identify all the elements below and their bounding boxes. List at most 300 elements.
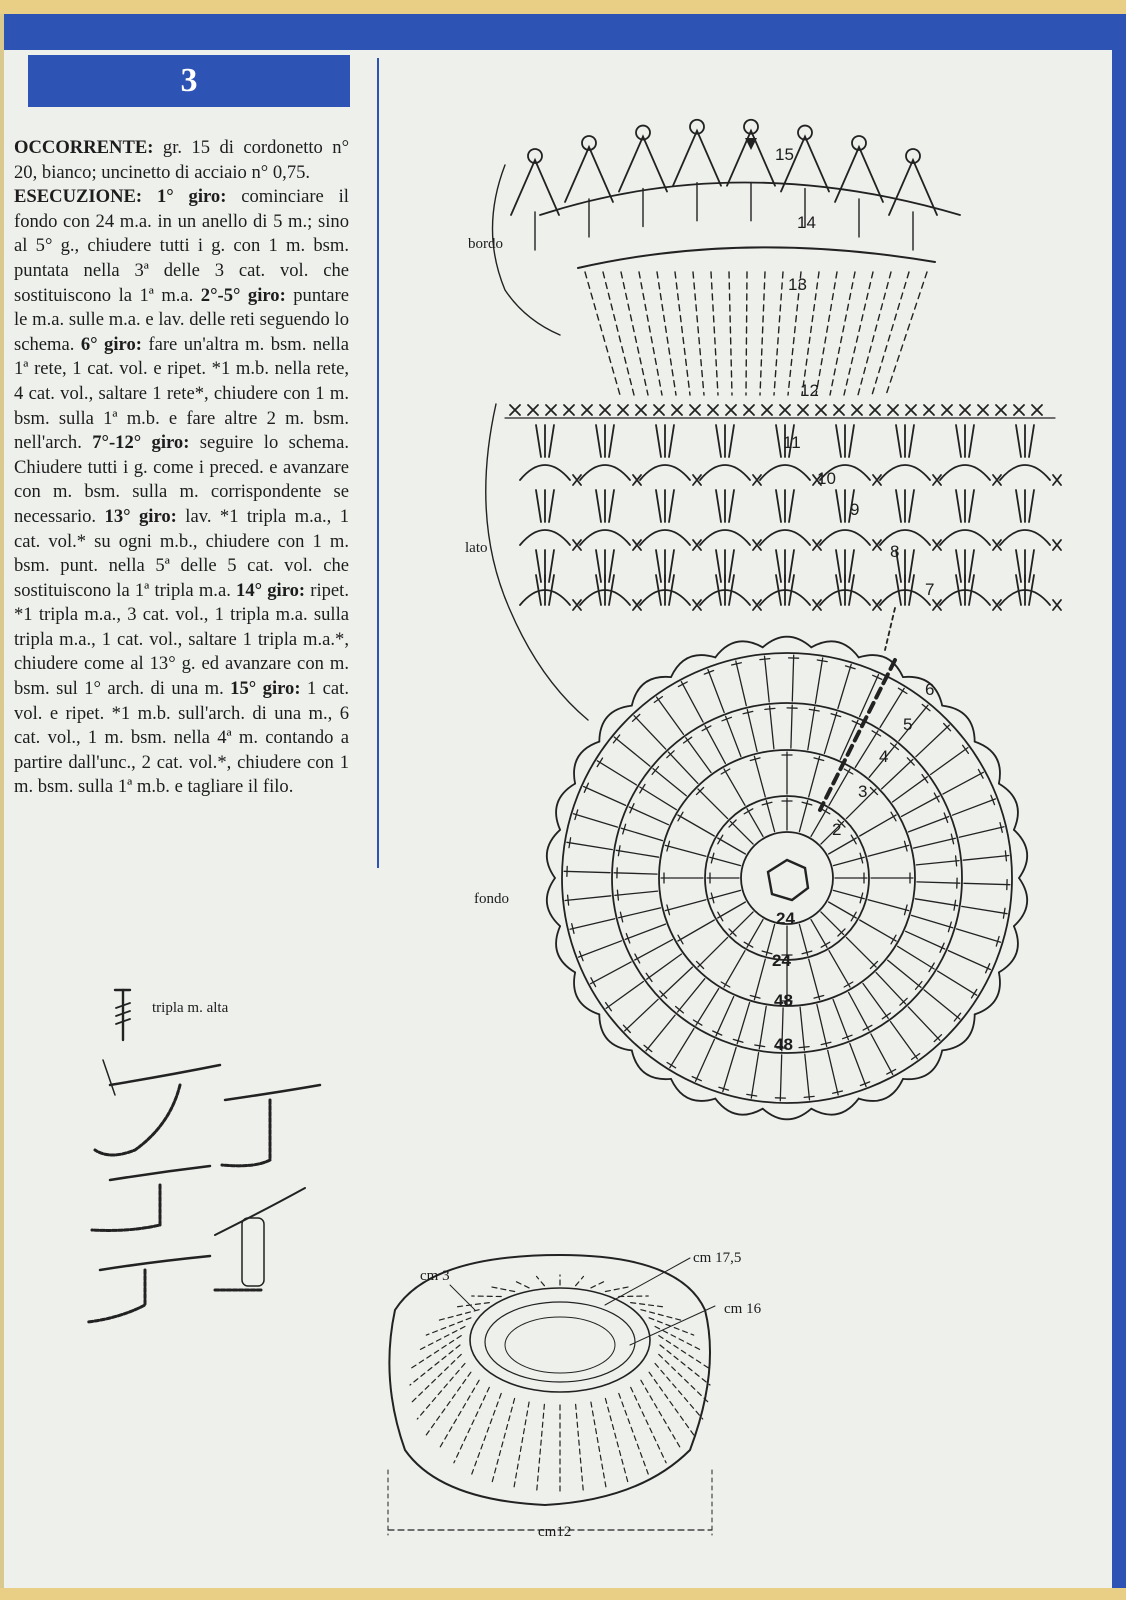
fondo-stitch-top bbox=[954, 1013, 960, 1021]
fondo-stitch-top bbox=[863, 1025, 872, 1030]
fondo-stitch-ray bbox=[670, 1029, 694, 1068]
lato-double-crochet bbox=[656, 490, 661, 522]
fondo-stitch-ray bbox=[678, 979, 705, 1012]
fondo-stitch-ray bbox=[953, 799, 996, 815]
fondo-stitch-top bbox=[667, 1063, 676, 1068]
fondo-stitch-ray bbox=[747, 809, 763, 837]
fondo-stitch-ray bbox=[912, 915, 953, 927]
fondo-stitch-top bbox=[882, 1013, 890, 1019]
lato-double-crochet bbox=[549, 490, 554, 522]
fondo-stitch-top bbox=[678, 812, 683, 821]
fondo-stitch-top bbox=[678, 682, 687, 687]
fondo-stitch-ray bbox=[805, 1054, 810, 1100]
fondo-stitch-ray bbox=[754, 756, 765, 797]
fondo-scallop bbox=[1014, 878, 1027, 926]
fondo-stitch-top bbox=[744, 809, 753, 814]
fondo-stitch-ray bbox=[708, 670, 724, 713]
lato-chain-arch bbox=[880, 530, 930, 545]
fondo-stitch-ray bbox=[799, 924, 807, 955]
fondo-stitch-top bbox=[844, 769, 853, 774]
fondo-scallop bbox=[999, 784, 1018, 830]
fondo-stitch-ray bbox=[792, 655, 793, 701]
fondo-stitch-top bbox=[891, 812, 896, 821]
fondo-stitch-top bbox=[617, 890, 618, 900]
lato-double-crochet bbox=[716, 425, 721, 457]
lato-double-crochet bbox=[969, 490, 974, 522]
round-14-text: ripet. *1 tripla m.a., 3 cat. vol., 1 tripla m.a. sulla tripla m.a., 1 cat. vol., saltare 1 tripla m.a.*, chiudere come al 13° g. ed avanzare con m. bsm. sul 1° arch. di una m. bbox=[14, 579, 349, 700]
fondo-stitch-ray bbox=[860, 920, 896, 941]
occorrente-label: OCCORRENTE: bbox=[14, 137, 154, 158]
bordo-ray bbox=[844, 272, 873, 395]
fondo-stitch-ray bbox=[893, 777, 928, 802]
fondo-stitch-ray bbox=[665, 900, 706, 911]
lato-single-crochet bbox=[942, 405, 952, 415]
fondo-stitch-ray bbox=[565, 896, 611, 901]
fondo-scallop bbox=[599, 706, 632, 742]
lato-single-crochet bbox=[564, 405, 574, 415]
fondo-stitch-ray bbox=[880, 688, 904, 727]
esecuzione-label: ESECUZIONE: bbox=[14, 186, 143, 208]
fondo-stitch-ray bbox=[751, 1053, 758, 1098]
fondo-stitch-ray bbox=[828, 1050, 839, 1095]
basket-stitch-tick bbox=[439, 1310, 480, 1321]
fondo-center-ring bbox=[768, 860, 808, 900]
lato-bracket bbox=[486, 404, 588, 720]
fondo-stitch-ray bbox=[846, 937, 876, 967]
basket-stitch-tick bbox=[619, 1296, 648, 1297]
fondo-stitch-ray bbox=[917, 882, 960, 883]
round-2-label: 2°-5° giro: bbox=[193, 284, 286, 306]
bordo-picot-line bbox=[565, 147, 613, 202]
fondo-stitch-top bbox=[618, 846, 620, 856]
lato-chain-arch bbox=[1000, 465, 1050, 480]
lato-double-crochet bbox=[549, 425, 554, 457]
lato-double-crochet bbox=[1016, 490, 1021, 522]
fondo-stitch-ray bbox=[821, 912, 844, 935]
fondo-stitch-ray bbox=[829, 951, 850, 987]
fondo-stitch-top bbox=[693, 1020, 702, 1025]
bordo-ray bbox=[774, 272, 783, 395]
fondo-stitch-top bbox=[702, 726, 711, 731]
lato-double-crochet bbox=[1029, 425, 1034, 457]
fondo-stitch-ray bbox=[871, 1034, 893, 1075]
bordo-ray bbox=[760, 272, 765, 395]
fondo-stitch-top bbox=[891, 743, 899, 749]
fondo-stitch-ray bbox=[888, 960, 921, 987]
fondo-scallop bbox=[903, 677, 942, 706]
lato-double-crochet bbox=[896, 425, 901, 457]
lato-double-crochet bbox=[729, 425, 734, 457]
round-number-13: 13 bbox=[788, 275, 807, 294]
round-number-4: 4 bbox=[879, 747, 889, 766]
fondo-stitch-top bbox=[954, 900, 956, 910]
fondo-stitch-top bbox=[644, 1045, 652, 1051]
round-number-7: 7 bbox=[925, 580, 935, 599]
lato-single-crochet bbox=[1032, 405, 1042, 415]
fondo-stitch-ray bbox=[924, 990, 960, 1019]
lato-single-crochet bbox=[906, 405, 916, 415]
lato-single-crochet bbox=[816, 405, 826, 415]
lato-double-crochet bbox=[969, 425, 974, 457]
bordo-ray bbox=[711, 272, 718, 395]
legend-symbol bbox=[115, 990, 130, 1040]
lato-double-crochet bbox=[729, 490, 734, 522]
fondo-stitch-ray bbox=[678, 815, 714, 836]
fondo-stitch-ray bbox=[621, 828, 662, 840]
lato-chain-arch bbox=[940, 530, 990, 545]
lato-single-crochet bbox=[672, 405, 682, 415]
fondo-stitch-top bbox=[817, 660, 827, 662]
lato-double-crochet bbox=[1029, 490, 1034, 522]
lato-single-crochet bbox=[690, 405, 700, 415]
basket-stitch-tick bbox=[641, 1310, 682, 1321]
fondo-stitch-ray bbox=[908, 1007, 940, 1040]
pattern-number: 3 bbox=[28, 55, 350, 107]
fondo-stitch-ray bbox=[829, 902, 857, 918]
fondo-stitch-ray bbox=[770, 706, 774, 749]
fondo-stitch-ray bbox=[606, 982, 643, 1009]
dim-base-width: cm12 bbox=[538, 1524, 572, 1540]
fondo-stitch-ray bbox=[811, 809, 827, 837]
fondo-stitch-top bbox=[821, 809, 830, 814]
fondo-stitch-ray bbox=[597, 761, 636, 785]
fondo-stitch-ray bbox=[698, 937, 728, 967]
fondo-stitch-top bbox=[956, 856, 957, 866]
fondo-stitch-ray bbox=[619, 908, 661, 918]
fondo-stitch-ray bbox=[686, 738, 711, 773]
round-number-12: 12 bbox=[800, 381, 819, 400]
bordo-ray bbox=[886, 272, 927, 395]
fondo-stitch-ray bbox=[634, 716, 666, 749]
bordo-ray bbox=[830, 272, 855, 395]
lato-double-crochet bbox=[909, 490, 914, 522]
dim-top-diameter: cm 17,5 bbox=[693, 1250, 742, 1266]
bordo-ray bbox=[585, 272, 620, 395]
fondo-scallop bbox=[547, 878, 560, 926]
lato-single-crochet bbox=[834, 405, 844, 415]
fondo-stitch-ray bbox=[584, 787, 626, 806]
fondo-stitch-ray bbox=[646, 1015, 675, 1051]
fondo-stitch-ray bbox=[898, 946, 935, 969]
fondo-stitch-top bbox=[916, 982, 922, 990]
fondo-stitch-top bbox=[922, 704, 930, 710]
fondo-stitch-ray bbox=[629, 807, 668, 825]
basket-stitch-tick bbox=[619, 1394, 648, 1475]
basket-stitch-tick bbox=[514, 1402, 530, 1490]
fondo-stitch-ray bbox=[668, 752, 698, 783]
fondo-stitch-ray bbox=[681, 682, 703, 723]
round-13-label: 13° giro: bbox=[96, 505, 177, 527]
basket-stitch-tick bbox=[492, 1287, 515, 1292]
fondo-stitch-ray bbox=[863, 984, 888, 1019]
lato-double-crochet bbox=[609, 490, 614, 522]
lato-double-crochet bbox=[776, 425, 781, 457]
fondo-stitch-ray bbox=[716, 997, 734, 1036]
fondo-scallop bbox=[632, 677, 671, 706]
basket-stitch-tick bbox=[576, 1276, 584, 1285]
fondo-stitch-ray bbox=[665, 845, 706, 856]
fondo-stitch-ray bbox=[964, 883, 1010, 884]
lato-single-crochet bbox=[870, 405, 880, 415]
lato-section bbox=[486, 404, 1061, 720]
fondo-stitch-ray bbox=[833, 1000, 848, 1040]
fondo-stitch-ray bbox=[808, 707, 815, 750]
lato-single-crochet bbox=[996, 405, 1006, 415]
fondo-stitch-ray bbox=[914, 838, 956, 848]
round-number-8: 8 bbox=[890, 542, 900, 561]
lato-double-crochet bbox=[956, 425, 961, 457]
fondo-stitch-ray bbox=[705, 726, 725, 764]
fondo-stitch-ray bbox=[754, 959, 765, 1000]
occorrente-text: gr. 15 di cordonetto n° 20, bianco; uncinetto di acciaio n° 0,75. bbox=[14, 137, 349, 183]
fondo-stitch-top bbox=[912, 1054, 920, 1060]
fondo-stitch-ray bbox=[567, 842, 612, 849]
fondo-stitch-ray bbox=[817, 1005, 827, 1047]
basket-stitch-tick bbox=[631, 1387, 666, 1462]
lato-double-crochet bbox=[896, 490, 901, 522]
fondo-stitch-ray bbox=[916, 725, 949, 757]
basket-stitch-tick bbox=[537, 1404, 545, 1493]
bordo-picot-line bbox=[835, 147, 883, 202]
dim-height: cm 3 bbox=[420, 1268, 450, 1284]
basket-stitch-tick bbox=[472, 1296, 501, 1297]
fondo-stitch-top bbox=[963, 745, 969, 753]
fondo-stitch-ray bbox=[829, 838, 857, 854]
basket-stitch-tick bbox=[591, 1280, 607, 1288]
fondo-stitch-ray bbox=[916, 861, 959, 865]
dim-inner-diameter: cm 16 bbox=[724, 1301, 762, 1317]
fondo-stitch-top bbox=[652, 767, 658, 775]
bordo-ray bbox=[746, 272, 747, 395]
fondo-stitch-ray bbox=[570, 919, 615, 930]
fondo-stitch-top bbox=[606, 1003, 612, 1011]
lato-single-crochet bbox=[762, 405, 772, 415]
stitch-illustrations bbox=[88, 1060, 320, 1322]
lato-single-crochet bbox=[600, 405, 610, 415]
fondo-stitch-top bbox=[898, 688, 907, 693]
fondo-stitch-top bbox=[809, 709, 819, 711]
lato-single-crochet bbox=[960, 405, 970, 415]
bordo-ray bbox=[657, 272, 676, 395]
basket-stitch-tick bbox=[412, 1354, 461, 1402]
fondo-stitch-ray bbox=[564, 871, 610, 872]
lato-single-crochet bbox=[1014, 405, 1024, 415]
fondo-stitch-ray bbox=[747, 710, 757, 752]
round-14-label: 14° giro: bbox=[230, 579, 306, 601]
label-fondo: fondo bbox=[474, 891, 509, 907]
fondo-stitch-ray bbox=[938, 971, 977, 995]
fondo-scallop bbox=[556, 926, 575, 972]
fondo-stitch-ray bbox=[959, 827, 1004, 838]
fondo-stitch-top bbox=[934, 793, 939, 802]
label-lato: lato bbox=[465, 540, 488, 556]
fondo-stitch-ray bbox=[614, 737, 650, 766]
fondo-stitch-ray bbox=[640, 787, 677, 810]
fondo-stitch-top bbox=[760, 659, 770, 660]
bordo-picot-line bbox=[511, 160, 559, 215]
fondo-stitch-top bbox=[613, 735, 619, 743]
bordo-picot-line bbox=[619, 137, 667, 192]
lato-double-crochet bbox=[669, 490, 674, 522]
fondo-stitch-top bbox=[721, 769, 730, 774]
lato-chain-arch bbox=[700, 465, 750, 480]
fondo-stitch-ray bbox=[891, 1022, 918, 1059]
fondo-stitch-ray bbox=[698, 789, 728, 819]
fondo-stitch-ray bbox=[957, 929, 1001, 942]
fondo-stitch-ray bbox=[909, 817, 949, 832]
lato-cross bbox=[1053, 540, 1061, 550]
fondo-stitch-ray bbox=[710, 857, 741, 865]
fondo-stitch-ray bbox=[625, 924, 665, 939]
lato-single-crochet bbox=[744, 405, 754, 415]
fondo-stitch-ray bbox=[723, 1048, 736, 1092]
fondo-stitch-top bbox=[972, 989, 977, 998]
fondo-stitch-ray bbox=[931, 748, 968, 775]
fondo-scallop bbox=[942, 1014, 975, 1050]
label-bordo: bordo bbox=[468, 236, 503, 252]
lato-double-crochet bbox=[849, 425, 854, 457]
round-7-text: seguire lo schema. Chiudere tutti i g. come i preced. e avanzare con m. bsm. sulla m. corrispondente se necessario. bbox=[14, 432, 349, 527]
fondo-stitch-top bbox=[597, 758, 602, 767]
fondo-stitch-top bbox=[646, 973, 652, 981]
fondo-stitch-top bbox=[799, 1047, 809, 1048]
fondo-scallop bbox=[942, 706, 975, 742]
fondo-stitch-ray bbox=[710, 890, 741, 898]
round-1-label: 1° giro: bbox=[142, 186, 227, 208]
stitch-count-4: 48 bbox=[774, 1035, 793, 1054]
bordo-ray bbox=[816, 272, 837, 395]
lato-single-crochet bbox=[546, 405, 556, 415]
round-6-text: fare un'altra m. bsm. nella 1ª rete, 1 cat. vol. e ripet. *1 m.b. nella rete, 4 cat. vol., saltare 1 rete*, chiudere con 1 m. bsm. sulla 1ª m.b. e fare altre 2 m. bsm. nell'arch. bbox=[14, 333, 349, 454]
round-6-label: 6° giro: bbox=[74, 333, 142, 355]
lato-chain-arch bbox=[1000, 530, 1050, 545]
round-number-3: 3 bbox=[858, 782, 868, 801]
fondo-stitch-ray bbox=[824, 712, 836, 753]
lato-double-crochet bbox=[716, 490, 721, 522]
bordo-rays bbox=[585, 272, 927, 395]
fondo-stitch-top bbox=[1003, 908, 1005, 918]
fondo-stitch-top bbox=[568, 895, 569, 905]
bordo-ray bbox=[872, 272, 909, 395]
start-arrow-icon bbox=[745, 138, 757, 150]
bordo-round-13-line bbox=[578, 247, 935, 268]
fondo-stitch-ray bbox=[948, 951, 990, 970]
lato-single-crochet bbox=[978, 405, 988, 415]
fondo-stitch-ray bbox=[833, 890, 864, 898]
lato-chain-arch bbox=[700, 530, 750, 545]
lato-chain-arch bbox=[520, 530, 570, 545]
lato-single-crochet bbox=[726, 405, 736, 415]
fondo-stitch-ray bbox=[661, 967, 692, 997]
lato-cross bbox=[1053, 475, 1061, 485]
fondo-stitch-ray bbox=[635, 940, 673, 960]
lato-single-crochet bbox=[924, 405, 934, 415]
fondo-scallop bbox=[599, 1014, 632, 1050]
fondo-stitch-ray bbox=[868, 900, 909, 911]
fondo-stitch-ray bbox=[647, 954, 682, 979]
lato-chain-arch bbox=[760, 530, 810, 545]
basket-stitch-tick bbox=[454, 1387, 489, 1462]
lato-chain-arch bbox=[880, 465, 930, 480]
fondo-stitch-ray bbox=[579, 941, 622, 957]
fondo-stitch-ray bbox=[906, 931, 945, 949]
lato-chain-arch bbox=[760, 465, 810, 480]
fondo-stitch-ray bbox=[616, 850, 659, 857]
fondo-stitch-ray bbox=[696, 989, 719, 1026]
fondo-stitch-ray bbox=[726, 716, 741, 756]
lato-double-crochet bbox=[656, 425, 661, 457]
fondo-stitch-ray bbox=[800, 1007, 804, 1050]
lato-chain-arch bbox=[520, 465, 570, 480]
fondo-stitch-ray bbox=[730, 821, 753, 844]
round-number-9: 9 bbox=[850, 500, 860, 519]
fondo-scallop bbox=[999, 926, 1018, 972]
lato-chain-arch bbox=[580, 465, 630, 480]
fondo-stitch-top bbox=[635, 954, 640, 963]
fondo-stitch-ray bbox=[962, 906, 1007, 913]
fondo-stitch-ray bbox=[876, 973, 906, 1004]
bordo-ray bbox=[621, 272, 648, 395]
lato-single-crochet bbox=[888, 405, 898, 415]
round-1-text: cominciare il fondo con 24 m.a. in un anello di 5 m.; sino al 5° g., chiudere tutti i g. con 1 m. bsm. puntata nella 3ª delle 3 cat. vol. che sostituiscono la 1ª m.a. bbox=[14, 186, 349, 306]
fondo-stitch-ray bbox=[724, 951, 745, 987]
fondo-scallop bbox=[632, 1050, 671, 1079]
round-number-10: 10 bbox=[817, 469, 836, 488]
round-15-label: 15° giro: bbox=[223, 678, 301, 700]
fondo-stitch-top bbox=[1005, 851, 1006, 861]
round-13-text: lav. *1 tripla m.a., 1 cat. vol.* su ogni m.b., chiudere con 1 m. bsm. punt. nella 5ª delle 5 cat. vol. che sostituiscono la 1ª tripla m.a. bbox=[14, 505, 349, 601]
lato-chain-arch bbox=[580, 530, 630, 545]
fondo-stitch-top bbox=[654, 697, 662, 703]
fondo-stitch-ray bbox=[860, 815, 896, 836]
basket-stitch-tick bbox=[412, 1336, 461, 1368]
lato-double-crochet bbox=[536, 425, 541, 457]
fondo-stitch-ray bbox=[791, 705, 792, 748]
lato-single-crochet bbox=[852, 405, 862, 415]
fondo-stitch-ray bbox=[730, 912, 753, 935]
stitch-count-2: 24 bbox=[772, 951, 791, 970]
stitch-count-3: 48 bbox=[774, 991, 793, 1010]
fondo-stitch-top bbox=[844, 982, 853, 987]
lato-chain-arch bbox=[640, 465, 690, 480]
bordo-picots bbox=[511, 120, 937, 250]
fondo-stitch-ray bbox=[718, 902, 746, 918]
fondo-stitch-ray bbox=[833, 857, 864, 865]
round-number-15: 15 bbox=[775, 145, 794, 164]
fondo-stitch-top bbox=[851, 835, 856, 844]
lato-cross bbox=[1053, 600, 1061, 610]
basket-stitch-tick bbox=[472, 1394, 501, 1475]
fondo-stitch-ray bbox=[759, 1006, 766, 1049]
bordo-picot-line bbox=[673, 131, 721, 186]
fondo-stitch-top bbox=[765, 708, 775, 709]
basket-stitch-tick bbox=[514, 1280, 530, 1288]
fondo-stitch-ray bbox=[573, 814, 617, 827]
fondo-stitch-ray bbox=[657, 697, 684, 734]
fondo-stitch-top bbox=[978, 769, 983, 778]
round-15-text: 1 cat. vol. e ripet. *1 m.b. sull'arch. di una m., 6 cat. vol., 1 m. bsm. nella 4ª m. contando a partire dall'unc., 2 cat. vol.*, chiudere con 1 m. bsm. sulla 1ª m.b. e tagliare il filo. bbox=[14, 678, 349, 798]
lato-double-crochet bbox=[789, 490, 794, 522]
fondo-stitch-ray bbox=[868, 845, 909, 856]
fondo-stitch-ray bbox=[591, 962, 632, 984]
fondo-stitch-ray bbox=[696, 1039, 715, 1081]
round-number-6: 6 bbox=[925, 680, 935, 699]
fondo-stitch-ray bbox=[915, 899, 958, 906]
bordo-ray bbox=[693, 272, 704, 395]
fondo-stitch-top bbox=[721, 982, 730, 987]
fondo-stitch-ray bbox=[614, 873, 657, 874]
basket-stitch-tick bbox=[659, 1336, 708, 1368]
